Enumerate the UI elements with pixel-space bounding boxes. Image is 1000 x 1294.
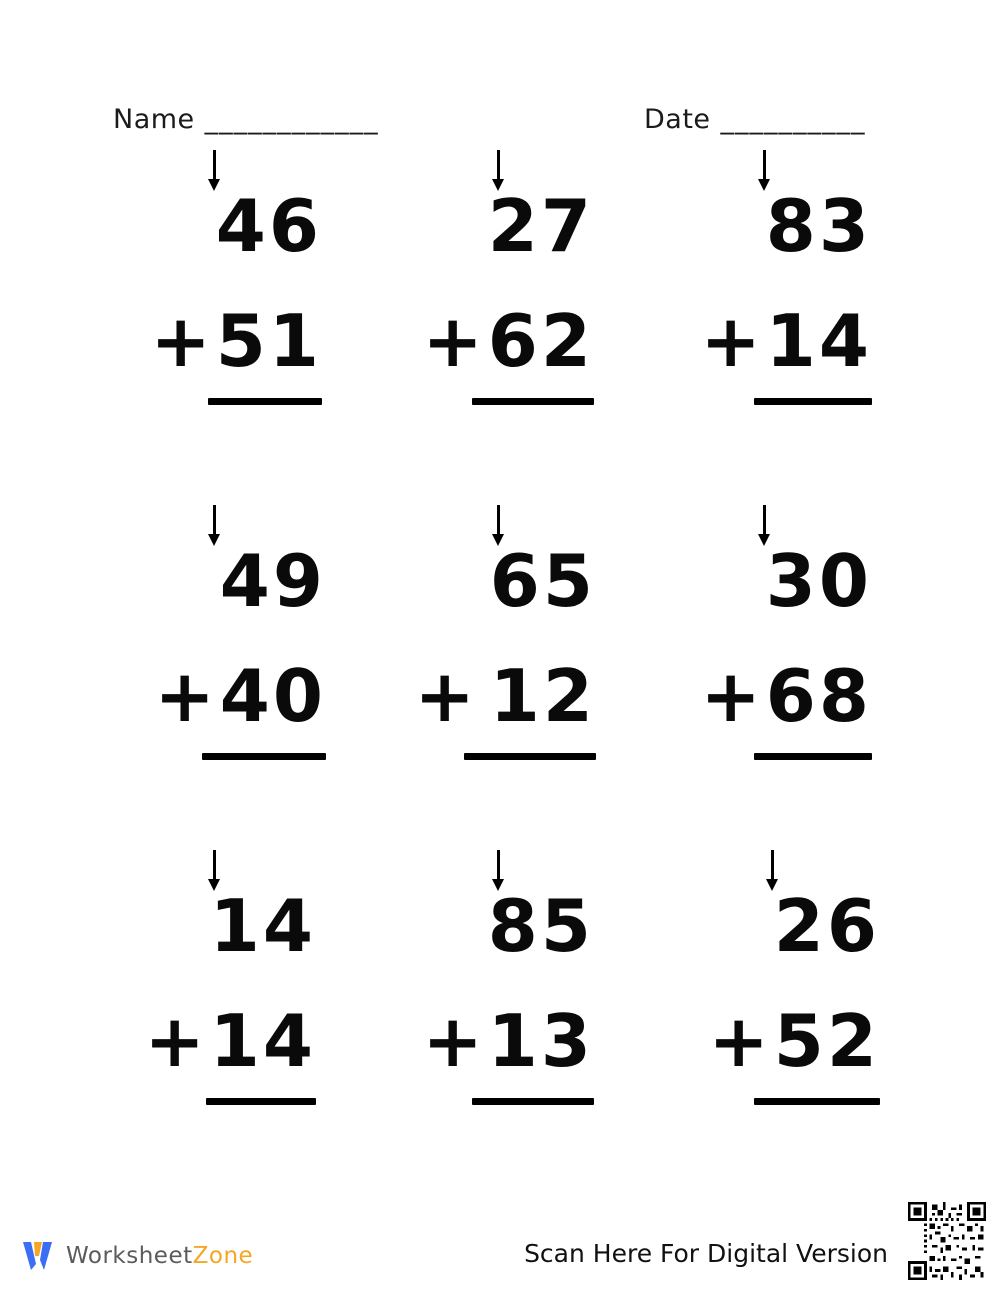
addend-bottom [700, 654, 872, 738]
addend-top: 30 [765, 539, 872, 623]
date-label: Date [644, 104, 711, 135]
addend-bottom [700, 299, 872, 383]
worksheet-header [0, 104, 1000, 148]
addend-bottom-value: 40 [219, 654, 326, 738]
answer-rule [206, 1098, 316, 1105]
operator: + [414, 654, 478, 738]
operator: + [700, 299, 764, 383]
brand-logo[interactable] [22, 1240, 253, 1272]
addend-top: 85 [487, 884, 594, 968]
addend-bottom-value: 12 [489, 654, 596, 738]
answer-rule [754, 1098, 880, 1105]
problem-2 [368, 150, 618, 390]
name-label: Name [113, 104, 195, 135]
problem-4 [90, 505, 340, 745]
addend-bottom [150, 299, 322, 383]
addend-top: 14 [209, 884, 316, 968]
worksheet-footer [0, 1189, 1000, 1294]
addend-bottom [144, 999, 316, 1083]
answer-rule [472, 398, 594, 405]
name-field [113, 104, 379, 135]
addend-bottom-value: 14 [765, 299, 872, 383]
addend-top: 49 [219, 539, 326, 623]
name-blank-line: ____________ [204, 104, 379, 135]
answer-rule [208, 398, 322, 405]
operator: + [708, 999, 772, 1083]
qr-code-icon[interactable] [908, 1202, 986, 1280]
problem-8 [368, 850, 618, 1090]
brand-name-first: Worksheet [66, 1243, 193, 1269]
addend-top: 46 [215, 184, 322, 268]
answer-rule [472, 1098, 594, 1105]
addend-bottom-value: 51 [215, 299, 322, 383]
answer-rule [202, 753, 326, 760]
addend-bottom [422, 999, 594, 1083]
answer-rule [464, 753, 596, 760]
addend-bottom-value: 14 [209, 999, 316, 1083]
addend-top: 27 [487, 184, 594, 268]
addend-top: 65 [489, 539, 596, 623]
operator: + [700, 654, 764, 738]
problem-1 [90, 150, 340, 390]
problem-5 [368, 505, 618, 745]
operator: + [154, 654, 218, 738]
problem-grid [0, 150, 1000, 1190]
answer-rule [754, 753, 872, 760]
addend-top: 26 [773, 884, 880, 968]
worksheet-zone-logo-icon [22, 1240, 56, 1272]
brand-wordmark [66, 1243, 253, 1269]
addend-bottom [708, 999, 880, 1083]
problem-6 [640, 505, 890, 745]
addend-bottom [154, 654, 326, 738]
date-blank-line: __________ [720, 104, 866, 135]
operator: + [422, 999, 486, 1083]
operator: + [422, 299, 486, 383]
addend-bottom [414, 654, 596, 738]
addend-bottom-value: 62 [487, 299, 594, 383]
operator: + [144, 999, 208, 1083]
date-field [644, 104, 866, 135]
addend-bottom-value: 68 [765, 654, 872, 738]
addend-top: 83 [765, 184, 872, 268]
addend-bottom-value: 52 [773, 999, 880, 1083]
scan-instruction-text: Scan Here For Digital Version [524, 1239, 888, 1268]
operator: + [150, 299, 214, 383]
answer-rule [754, 398, 872, 405]
addend-bottom [422, 299, 594, 383]
brand-name-second: Zone [192, 1243, 254, 1269]
problem-9 [640, 850, 890, 1090]
addend-bottom-value: 13 [487, 999, 594, 1083]
problem-7 [90, 850, 340, 1090]
problem-3 [640, 150, 890, 390]
